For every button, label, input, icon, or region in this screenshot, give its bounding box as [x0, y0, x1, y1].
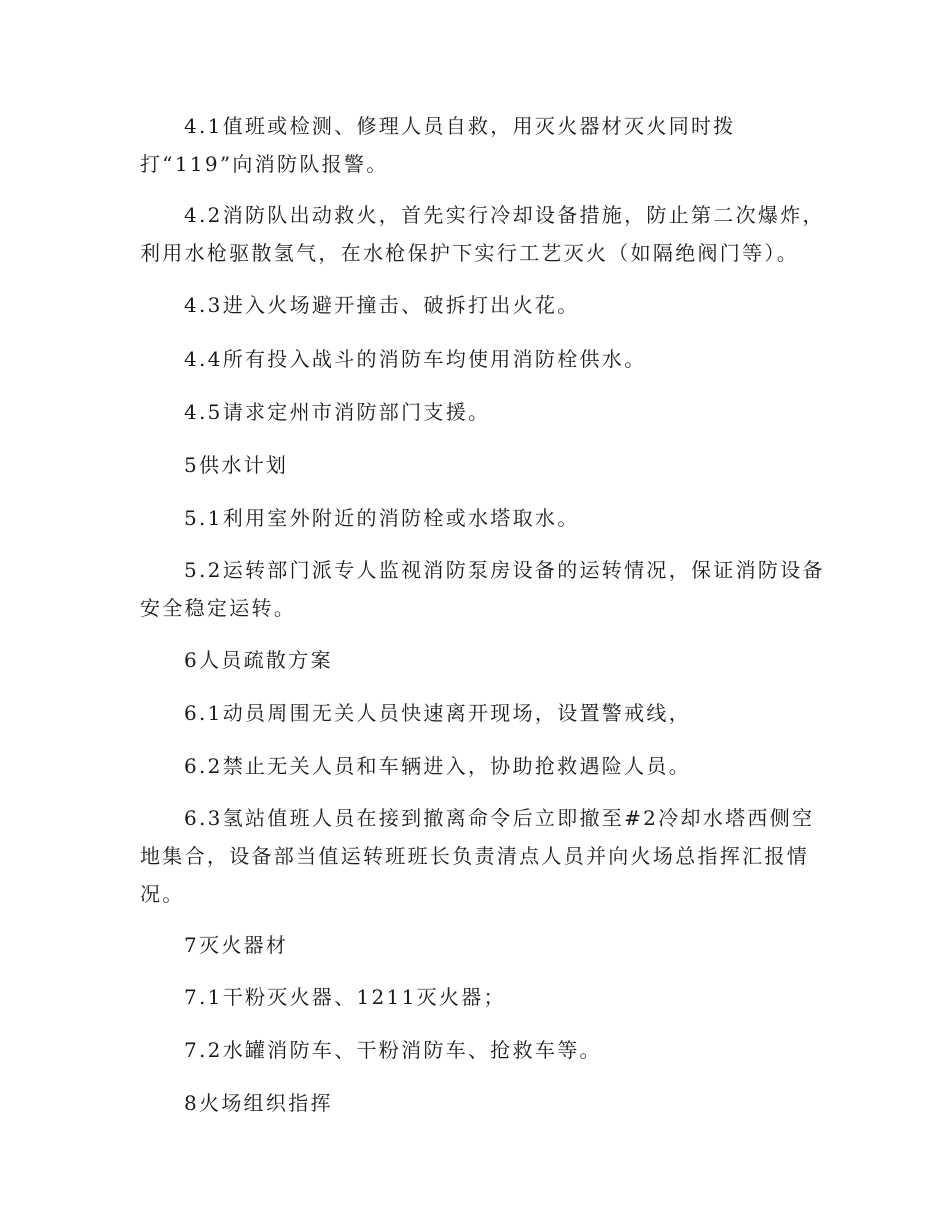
paragraph-line: 7.2水罐消防车、干粉消防车、抢救车等。 — [184, 1038, 602, 1062]
paragraph-line: 打“119”向消防队报警。 — [140, 152, 389, 176]
paragraph-line: 4.5请求定州市消防部门支援。 — [184, 400, 491, 424]
paragraph-line: 4.3进入火场避开撞击、破拆打出火花。 — [184, 293, 580, 317]
paragraph-line: 4.2消防队出动救火，首先实行冷却设备措施，防止第二次爆炸， — [184, 203, 825, 227]
paragraph-line: 6人员疏散方案 — [184, 648, 333, 672]
paragraph-4-5 — [140, 393, 820, 431]
paragraph-4-4 — [140, 340, 820, 378]
section-heading-8 — [140, 1084, 820, 1122]
paragraph-5-2 — [140, 551, 825, 627]
paragraph-4-1 — [140, 107, 820, 183]
paragraph-line: 5.2运转部门派专人监视消防泵房设备的运转情况，保证消防设备 — [184, 558, 825, 582]
paragraph-line: 7.1干粉灭火器、1211灭火器； — [184, 985, 506, 1009]
section-heading-5 — [140, 446, 820, 484]
paragraph-line: 7灭火器材 — [184, 933, 289, 957]
paragraph-line: 6.1动员周围无关人员快速离开现场，设置警戒线， — [184, 701, 692, 725]
paragraph-line: 利用水枪驱散氢气，在水枪保护下实行工艺灭火（如隔绝阀门等）。 — [140, 241, 799, 265]
paragraph-4-2 — [140, 196, 825, 272]
paragraph-6-3 — [140, 799, 820, 913]
section-heading-6 — [140, 641, 820, 679]
paragraph-6-2 — [140, 747, 820, 785]
paragraph-line: 地集合，设备部当值运转班班长负责清点人员并向火场总指挥汇报情 — [140, 844, 809, 868]
paragraph-4-3 — [140, 286, 820, 324]
paragraph-line: 4.1值班或检测、修理人员自救，用灭火器材灭火同时拨 — [184, 114, 736, 138]
paragraph-line: 安全稳定运转。 — [140, 596, 297, 620]
section-heading-7 — [140, 926, 820, 964]
paragraph-line: 5供水计划 — [184, 453, 289, 477]
paragraph-line: 况。 — [140, 882, 185, 906]
paragraph-line: 6.3氢站值班人员在接到撤离命令后立即撤至#2冷却水塔西侧空 — [184, 806, 815, 830]
paragraph-line: 4.4所有投入战斗的消防车均使用消防栓供水。 — [184, 347, 647, 371]
paragraph-line: 5.1利用室外附近的消防栓或水塔取水。 — [184, 506, 580, 530]
paragraph-5-1 — [140, 499, 820, 537]
paragraph-6-1 — [140, 694, 820, 732]
paragraph-7-2 — [140, 1031, 820, 1069]
paragraph-line: 6.2禁止无关人员和车辆进入，协助抢救遇险人员。 — [184, 754, 692, 778]
paragraph-line: 8火场组织指挥 — [184, 1091, 333, 1115]
paragraph-7-1 — [140, 978, 820, 1016]
